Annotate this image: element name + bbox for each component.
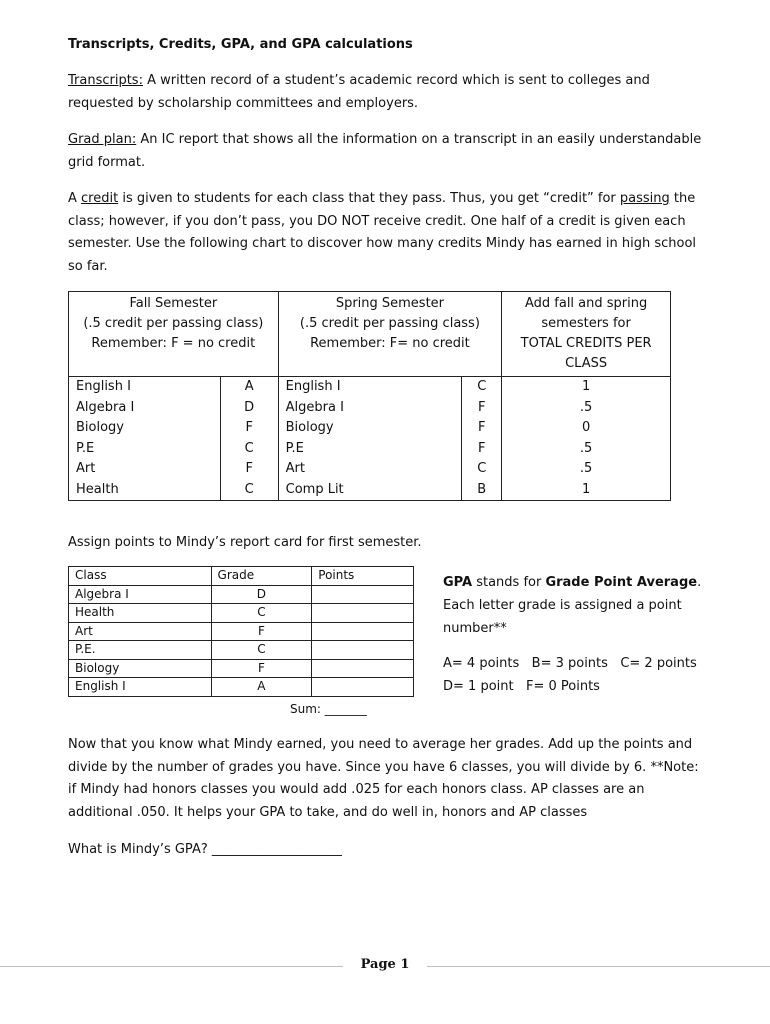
points-input-cell[interactable] xyxy=(312,678,414,697)
points-table-header xyxy=(69,567,414,586)
total-credits-cell: .5 xyxy=(502,398,671,419)
credits-row xyxy=(69,439,671,460)
average-instructions: Now that you know what Mindy earned, you need to average her grades. Add up the points and divide by the number of grades you have. Since you have 6 classes, you will divide by 6. **Note: if Mindy had honors classes you would add .025 for each honors class. AP classes are an additional .050. It helps your GPA to take, and do well in, honors and AP classes xyxy=(68,737,699,820)
gpa-stands-for: stands for xyxy=(472,575,546,590)
credit-para-mid: is given to students for each class that they pass. Thus, you get “credit” for xyxy=(118,191,620,206)
points-table xyxy=(68,566,414,697)
spring-grade-cell: C xyxy=(462,377,502,398)
gpa-question: What is Mindy’s GPA? ____________________ xyxy=(68,842,342,857)
gradplan-definition xyxy=(68,129,708,174)
spring-semester-header xyxy=(278,292,502,377)
fall-semester-header xyxy=(69,292,279,377)
transcripts-definition xyxy=(68,70,708,115)
fall-class-cell: P.E xyxy=(69,439,221,460)
credit-para-pre: A xyxy=(68,191,82,206)
points-sum: Sum: _______ xyxy=(290,702,367,716)
fall-class-cell: Algebra I xyxy=(69,398,221,419)
fall-grade-cell: F xyxy=(220,418,278,439)
total-header-line: Add fall and spring xyxy=(524,296,648,311)
points-input-cell[interactable] xyxy=(312,622,414,641)
transcripts-text: A written record of a student’s academic record which is sent to colleges and requested by scholarship committees and employers. xyxy=(68,73,650,111)
points-row xyxy=(69,641,414,660)
class-cell: English I xyxy=(69,678,212,697)
total-credits-cell: .5 xyxy=(502,459,671,480)
spring-class-cell: Biology xyxy=(278,418,462,439)
points-row xyxy=(69,585,414,604)
total-header-line: CLASS xyxy=(565,356,608,371)
total-credits-cell: 0 xyxy=(502,418,671,439)
class-cell: Health xyxy=(69,604,212,623)
points-row xyxy=(69,622,414,641)
spring-class-cell: Comp Lit xyxy=(278,480,462,501)
credit-word: credit xyxy=(81,191,119,206)
transcripts-term: Transcripts: xyxy=(68,73,143,88)
spring-class-cell: English I xyxy=(278,377,462,398)
class-cell: Biology xyxy=(69,659,212,678)
spring-header-line: (.5 credit per passing class) xyxy=(299,316,480,331)
credits-table xyxy=(68,291,671,501)
credits-row xyxy=(69,480,671,501)
grade-column-header: Grade xyxy=(211,567,312,586)
grade-cell: F xyxy=(211,622,312,641)
gpa-abbrev: GPA xyxy=(443,575,473,590)
fall-grade-cell: F xyxy=(220,459,278,480)
fall-header-line: Remember: F = no credit xyxy=(91,336,256,351)
spring-header-line: Spring Semester xyxy=(335,296,445,311)
class-cell: P.E. xyxy=(69,641,212,660)
grade-scale-line-1: A= 4 points B= 3 points C= 2 points xyxy=(443,656,697,671)
total-header-line: TOTAL CREDITS PER xyxy=(520,336,652,351)
gpa-point-note: Each letter grade is assigned a point number** xyxy=(443,598,682,636)
fall-grade-cell: C xyxy=(220,480,278,501)
gpa-period: . xyxy=(697,575,702,590)
points-input-cell[interactable] xyxy=(312,659,414,678)
spring-grade-cell: C xyxy=(462,459,502,480)
grade-cell: D xyxy=(211,585,312,604)
spring-grade-cell: F xyxy=(462,398,502,419)
grade-cell: C xyxy=(211,641,312,660)
spring-grade-cell: F xyxy=(462,439,502,460)
total-header-line: semesters for xyxy=(541,316,631,331)
assign-points-instruction: Assign points to Mindy’s report card for first semester. xyxy=(68,535,422,550)
page-title: Transcripts, Credits, GPA, and GPA calculations xyxy=(68,37,413,52)
total-credits-header xyxy=(502,292,671,377)
spring-class-cell: Art xyxy=(278,459,462,480)
gradplan-term: Grad plan: xyxy=(68,132,137,147)
credit-para-post: the class; however, if you don’t pass, you DO NOT receive credit. One half of a credit is given each semester. Use the following chart to discover how many credits Mindy has earned in high school so far. xyxy=(68,191,697,274)
fall-header-line: Fall Semester xyxy=(129,296,218,311)
class-column-header: Class xyxy=(69,567,212,586)
credits-row xyxy=(69,418,671,439)
fall-class-cell: Health xyxy=(69,480,221,501)
fall-header-line: (.5 credit per passing class) xyxy=(83,316,264,331)
class-cell: Algebra I xyxy=(69,585,212,604)
total-credits-cell: 1 xyxy=(502,480,671,501)
total-credits-cell: 1 xyxy=(502,377,671,398)
points-row xyxy=(69,678,414,697)
passing-word: passing xyxy=(619,191,670,206)
spring-class-cell: P.E xyxy=(278,439,462,460)
gpa-full-name: Grade Point Average xyxy=(545,575,698,590)
grade-cell: C xyxy=(211,604,312,623)
spring-grade-cell: B xyxy=(462,480,502,501)
page-number: Page 1 xyxy=(360,957,410,972)
points-column-header: Points xyxy=(312,567,414,586)
grade-scale-line-2: D= 1 point F= 0 Points xyxy=(443,679,600,694)
gradplan-text: An IC report that shows all the information on a transcript in an easily understandable grid format. xyxy=(68,132,702,170)
credits-row xyxy=(69,377,671,398)
spring-class-cell: Algebra I xyxy=(278,398,462,419)
fall-class-cell: English I xyxy=(69,377,221,398)
fall-class-cell: Biology xyxy=(69,418,221,439)
fall-grade-cell: C xyxy=(220,439,278,460)
gpa-definition xyxy=(443,571,723,594)
class-cell: Art xyxy=(69,622,212,641)
points-row xyxy=(69,604,414,623)
points-row xyxy=(69,659,414,678)
credits-row xyxy=(69,398,671,419)
credits-table-header xyxy=(69,292,671,377)
fall-class-cell: Art xyxy=(69,459,221,480)
grade-cell: A xyxy=(211,678,312,697)
credit-paragraph xyxy=(68,188,708,278)
points-input-cell[interactable] xyxy=(312,604,414,623)
grade-cell: F xyxy=(211,659,312,678)
credits-row xyxy=(69,459,671,480)
points-input-cell[interactable] xyxy=(312,585,414,604)
spring-header-line: Remember: F= no credit xyxy=(310,336,470,351)
gpa-info-box xyxy=(443,571,723,698)
total-credits-cell: .5 xyxy=(502,439,671,460)
spring-grade-cell: F xyxy=(462,418,502,439)
fall-grade-cell: D xyxy=(220,398,278,419)
points-input-cell[interactable] xyxy=(312,641,414,660)
fall-grade-cell: A xyxy=(220,377,278,398)
